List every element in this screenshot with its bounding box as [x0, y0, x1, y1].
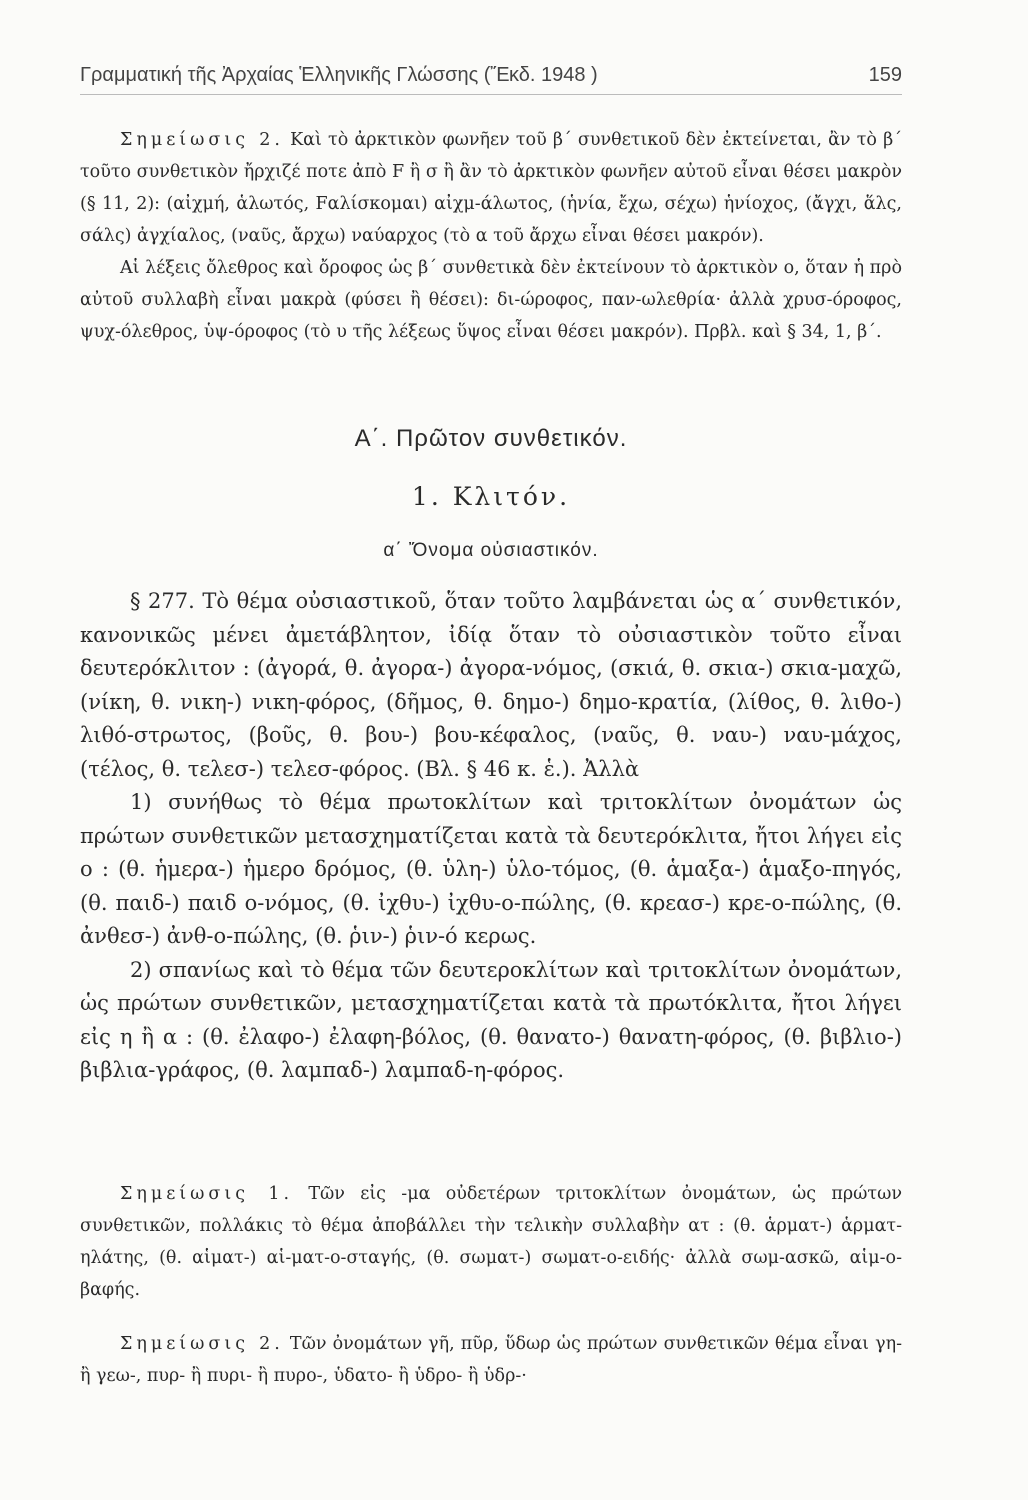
note-paragraph — [80, 124, 902, 252]
remark-1-label: Σημείωσις 1. — [120, 1184, 294, 1204]
running-title: Γραμματική τῆς Ἀρχαίας Ἑλληνικῆς Γλώσσης (Ἔκδ. 1948 ) — [80, 64, 598, 86]
note-label: Σημείωσις 2. — [120, 130, 284, 150]
subsubsection-heading: α΄ Ὄνομα οὐσιαστικόν. — [383, 540, 599, 561]
rule-item-1: 1) συνήθως τὸ θέμα πρωτοκλίτων καὶ τριτοκλίτων ὀνομάτων ὡς πρώτων συνθετικῶν μετασχηματίζεται κατὰ τὰ δευτερόκλιτα, ἤτοι λήγει εἰς ο : (θ. ἡμερα-) ἡμερο δρόμος, (θ. ὑλη-) ὑλο-τόμος, (θ. ἁμαξα-) ἁμαξο-πηγός, (θ. παιδ-) παιδ ο-νόμος, (θ. ἰχθυ-) ἰχθυ-ο-πώλης, (θ. κρεασ-) κρε-ο-πώλης, (θ. ἀνθεσ-) ἀνθ-ο-πώλης, (θ. ῥιν-) ῥιν-ό κερως. — [80, 790, 902, 948]
footnotes — [80, 1178, 902, 1392]
remark-1 — [80, 1178, 902, 1306]
main-text — [80, 585, 902, 1088]
paragraph-277: § 277. Τὸ θέμα οὐσιαστικοῦ, ὅταν τοῦτο λαμβάνεται ὡς α΄ συνθετικόν, κανονικῶς μένει ἀμετάβλητον, ἰδίᾳ ὅταν τὸ οὐσιαστικὸν τοῦτο εἶναι δευτερόκλιτον : (ἀγορά, θ. ἀγορα-) ἀγορα-νόμος, (σκιά, θ. σκια-) σκια-μαχῶ, (νίκη, θ. νικη-) νικη-φόρος, (δῆμος, θ. δημο-) δημο-κρατία, (λίθος, θ. λιθο-) λιθό-στρωτος, (βοῦς, θ. βου-) βου-κέφαλος, (ναῦς, θ. ναυ-) ναυ-μάχος, (τέλος, θ. τελεσ-) τελεσ-φόρος. (Βλ. § 46 κ. ἑ.). Ἀλλὰ — [80, 589, 902, 781]
remark-1-text: Τῶν εἰς -μα οὐδετέρων τριτοκλίτων ὀνομάτων, ὡς πρώτων συνθετικῶν, πολλάκις τὸ θέμα ἀποβάλλει τὴν τελικὴν συλλαβὴν ατ : (θ. ἁρματ-) ἁρματ-ηλάτης, (θ. αἱματ-) αἱ-ματ-ο-σταγής, (θ. σωματ-) σωματ-ο-ειδής· ἀλλὰ σωμ-ασκῶ, αἱμ-ο-βαφής. — [80, 1184, 902, 1300]
note-remark-2-top — [80, 124, 902, 348]
remark-2 — [80, 1328, 902, 1392]
remark-2-text: Τῶν ὀνομάτων γῆ, πῦρ, ὕδωρ ὡς πρώτων συνθετικῶν θέμα εἶναι γη- ἢ γεω-, πυρ- ἢ πυρι- ἢ πυρο-, ὑδατο- ἢ ὑδρο- ἢ ὑδρ-· — [80, 1334, 902, 1386]
running-header — [80, 60, 902, 95]
note-text: Καὶ τὸ ἀρκτικὸν φωνῆεν τοῦ β΄ συνθετικοῦ δὲν ἐκτείνεται, ἂν τὸ β΄ τοῦτο συνθετικὸν ἤρχιζέ ποτε ἀπὸ F ἢ σ ἢ ἂν τὸ ἀρκτικὸν φωνῆεν αὐτοῦ εἶναι θέσει μακρὸν (§ 11, 2): (αἰχμή, ἁλωτός, Fαλίσκομαι) αἰχμ-άλωτος, (ἡνία, ἔχω, σέχω) ἡνίοχος, (ἄγχι, ἅλς, σάλς) ἀγχίαλος, (ναῦς, ἄρχω) ναύαρχος (τὸ α τοῦ ἄρχω εἶναι θέσει μακρόν). — [80, 130, 902, 246]
section-heading: Α΄. Πρῶτον συνθετικόν. — [354, 425, 628, 452]
remark-2-label: Σημείωσις 2. — [120, 1334, 284, 1354]
rule-item-2: 2) σπανίως καὶ τὸ θέμα τῶν δευτεροκλίτων καὶ τριτοκλίτων ὀνομάτων, ὡς πρώτων συνθετικῶν, μετασχηματίζεται κατὰ τὰ πρωτόκλιτα, ἤτοι λήγει εἰς η ἢ α : (θ. ἐλαφο-) ἐλαφη-βόλος, (θ. θανατο-) θανατη-φόρος, (θ. βιβλιο-) βιβλια-γράφος, (θ. λαμπαδ-) λαμπαδ-η-φόρος. — [80, 957, 902, 1082]
page-number: 159 — [868, 64, 902, 86]
subsection-heading: 1. Κλιτόν. — [411, 482, 571, 511]
note-paragraph-2: Αἱ λέξεις ὄλεθρος καὶ ὄροφος ὡς β΄ συνθετικὰ δὲν ἐκτείνουν τὸ ἀρκτικὸν ο, ὅταν ἡ πρὸ αὐτοῦ συλλαβὴ εἶναι μακρὰ (φύσει ἢ θέσει): δι-ώροφος, παν-ωλεθρία· ἀλλὰ χρυσ-όροφος, ψυχ-όλεθρος, ὑψ-όροφος (τὸ υ τῆς λέξεως ὕψος εἶναι θέσει μακρόν). Πρβλ. καὶ § 34, 1, β΄. — [80, 258, 902, 342]
